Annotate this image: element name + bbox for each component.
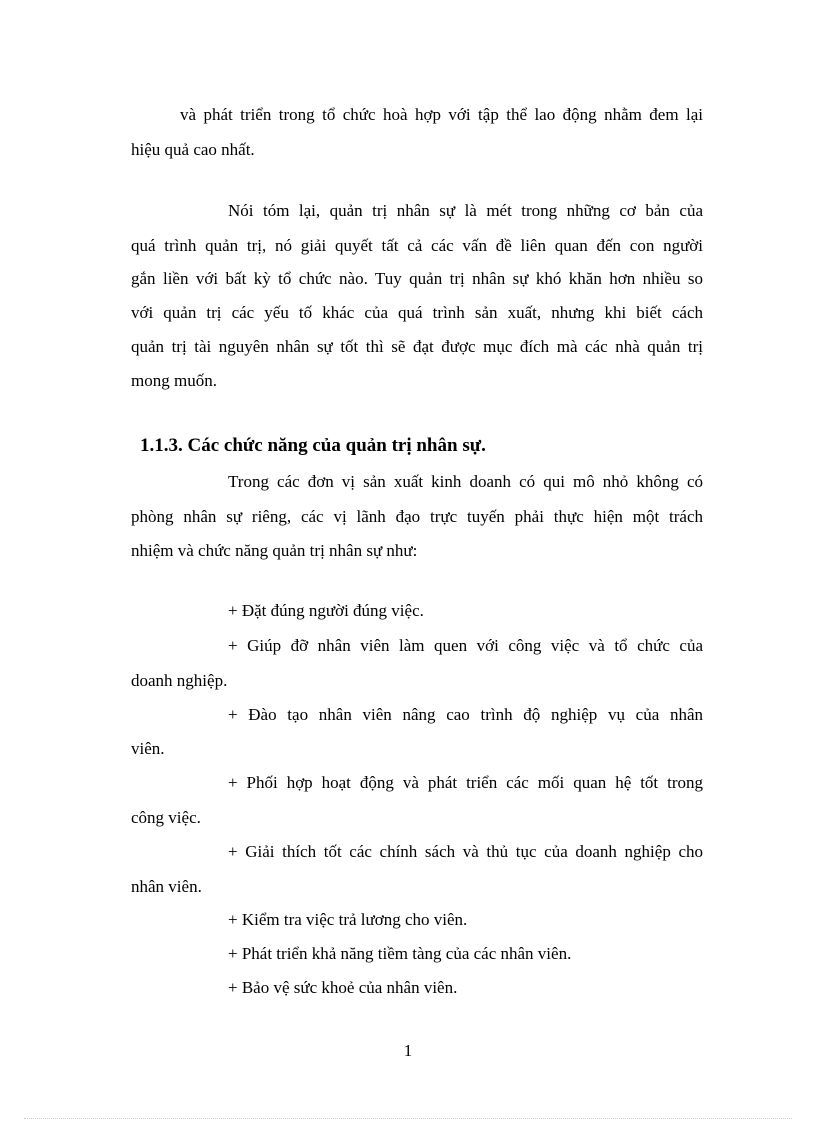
function-item-5-continued: nhân viên. <box>131 877 202 896</box>
paragraph-2-line-2: quá trình quản trị, nó giải quyết tất cả các vấn đề liên quan đến con người <box>131 236 703 255</box>
paragraph-1-line-1: và phát triển trong tổ chức hoà hợp với tập thể lao động nhằm đem lại <box>180 105 703 124</box>
function-item-1: + Đặt đúng người đúng việc. <box>228 601 424 620</box>
paragraph-1-line-2: hiệu quả cao nhất. <box>131 140 255 159</box>
paragraph-2-line-5: quản trị tài nguyên nhân sự tốt thì sẽ đạt được mục đích mà các nhà quản trị <box>131 337 703 356</box>
function-item-8: + Bảo vệ sức khoẻ của nhân viên. <box>228 978 458 997</box>
footer-divider <box>24 1118 792 1119</box>
paragraph-2-line-6: mong muốn. <box>131 371 217 390</box>
page-number: 1 <box>403 1041 413 1060</box>
function-item-2-continued: doanh nghiệp. <box>131 671 228 690</box>
function-item-3-continued: viên. <box>131 739 165 758</box>
paragraph-3-line-1: Trong các đơn vị sản xuất kinh doanh có qui mô nhỏ không có <box>228 472 703 491</box>
function-item-5: + Giải thích tốt các chính sách và thủ tục của doanh nghiệp cho <box>228 842 703 861</box>
paragraph-2-line-3: gắn liền với bất kỳ tổ chức nào. Tuy quản trị nhân sự khó khăn hơn nhiều so <box>131 269 703 288</box>
function-item-3: + Đào tạo nhân viên nâng cao trình độ nghiệp vụ của nhân <box>228 705 703 724</box>
function-item-4-continued: công việc. <box>131 808 201 827</box>
paragraph-2-line-1: Nói tóm lại, quản trị nhân sự là mét trong những cơ bản của <box>228 201 703 220</box>
function-item-7: + Phát triển khả năng tiềm tàng của các nhân viên. <box>228 944 572 963</box>
paragraph-3-line-2: phòng nhân sự riêng, các vị lãnh đạo trực tuyến phải thực hiện một trách <box>131 507 703 526</box>
paragraph-2-line-4: với quản trị các yếu tố khác của quá trình sản xuất, nhưng khi biết cách <box>131 303 703 322</box>
function-item-4: + Phối hợp hoạt động và phát triển các mối quan hệ tốt trong <box>228 773 703 792</box>
paragraph-3-line-3: nhiệm và chức năng quản trị nhân sự như: <box>131 541 418 560</box>
function-item-6: + Kiểm tra việc trả lương cho viên. <box>228 910 468 929</box>
function-item-2: + Giúp đỡ nhân viên làm quen với công việc và tổ chức của <box>228 636 703 655</box>
section-heading: 1.1.3. Các chức năng của quản trị nhân sự. <box>140 435 486 456</box>
